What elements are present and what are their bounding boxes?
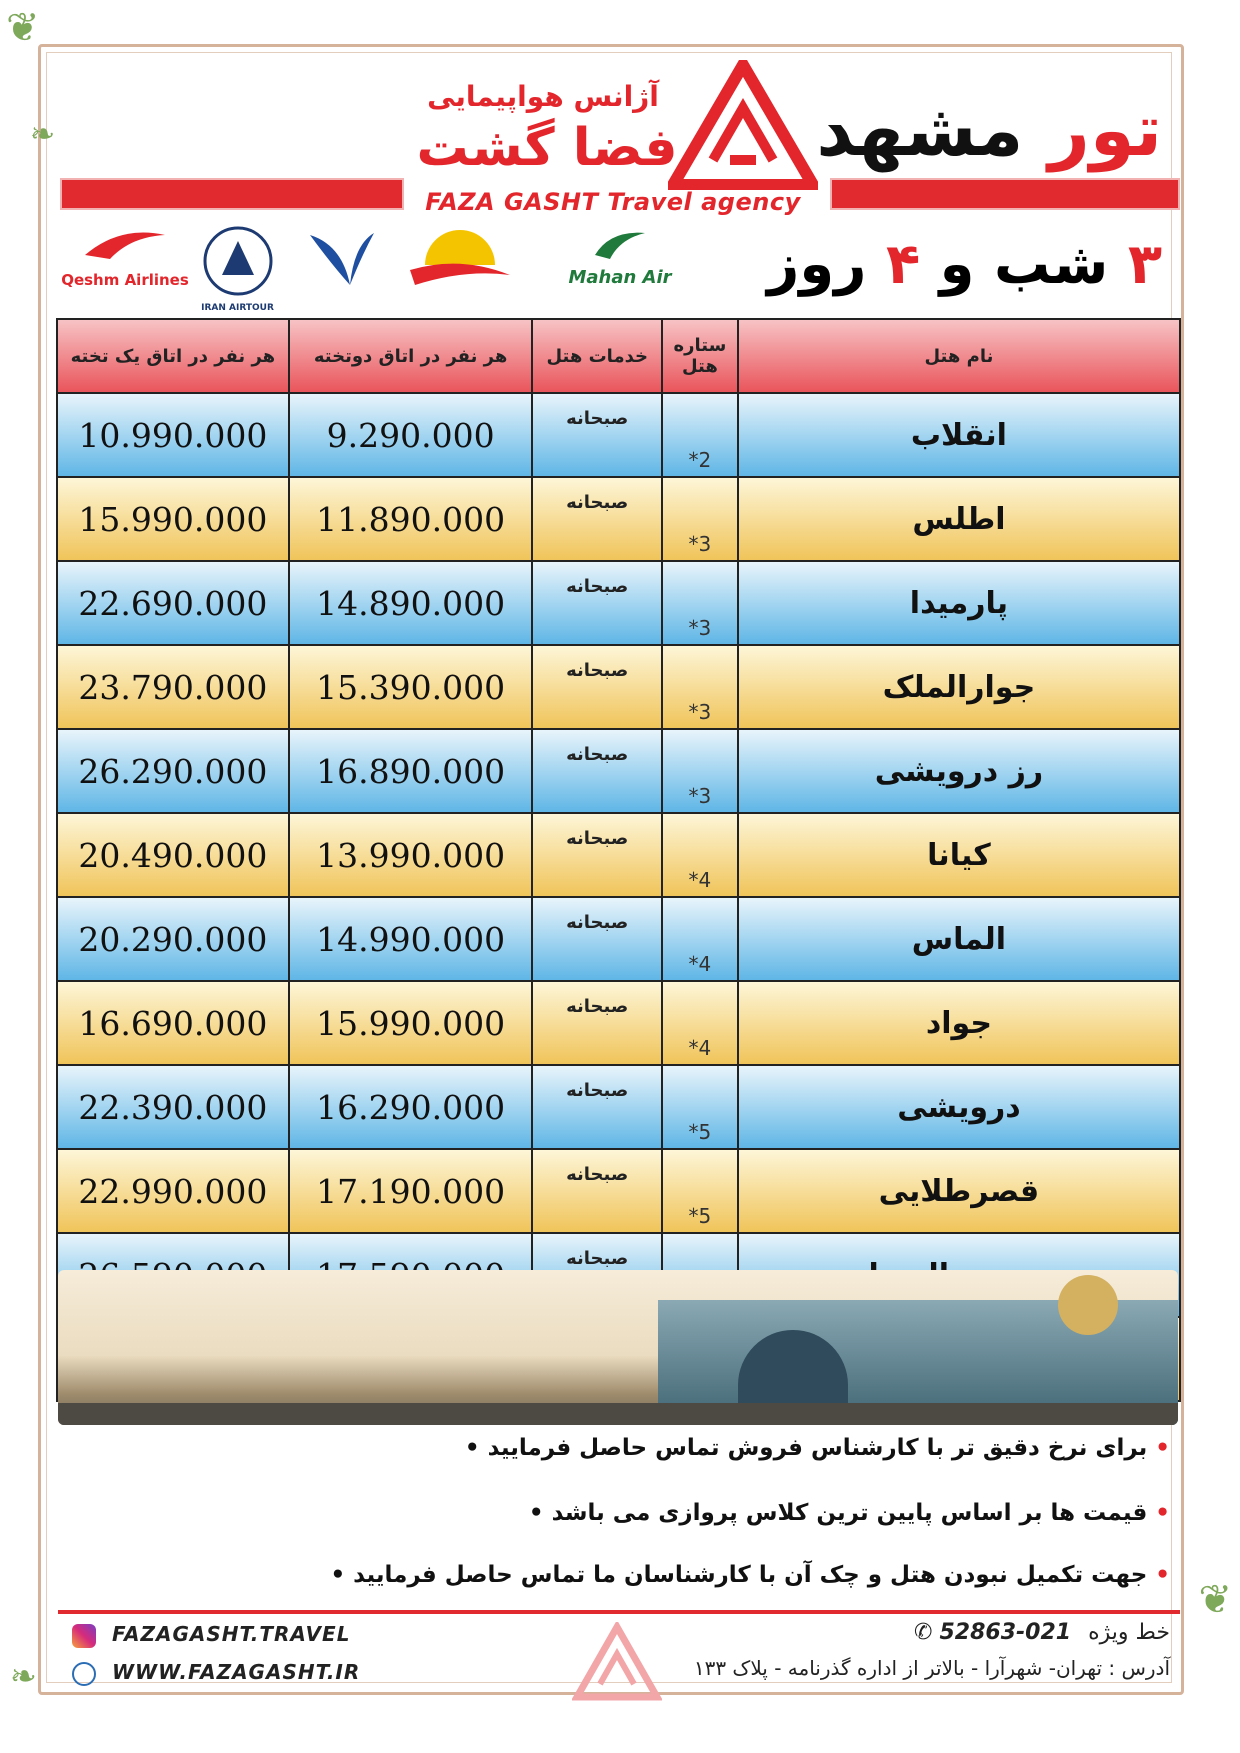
note-2: • قیمت ها بر اساس پایین ترین کلاس پروازی می باشد • [528, 1500, 1170, 1526]
airline-label-qeshm: Qeshm Airlines [61, 271, 189, 289]
agency-logo [418, 60, 818, 220]
airline-qeshm [60, 225, 190, 289]
double-room-price-cell: 14.890.000 [289, 561, 533, 645]
hotel-name-cell: انقلاب [738, 393, 1180, 477]
single-room-price-cell: 23.790.000 [57, 645, 289, 729]
instagram-handle[interactable] [72, 1622, 350, 1648]
hotel-services-cell: صبحانه [532, 477, 662, 561]
airline-mahan [540, 225, 700, 288]
hotel-name-cell: کیانا [738, 813, 1180, 897]
header-hotel-stars: ستاره هتل [662, 319, 738, 393]
footer-divider [58, 1610, 1180, 1614]
double-room-price-cell: 15.390.000 [289, 645, 533, 729]
header-double-room: هر نفر در اتاق دوتخته [289, 319, 533, 393]
sun-wing-icon [405, 225, 515, 291]
hotline-label: خط ویژه [1088, 1620, 1170, 1645]
duration-nights-word: شب و [939, 232, 1109, 297]
hotline [914, 1620, 1170, 1645]
hotel-services-cell: صبحانه [532, 729, 662, 813]
double-room-price-cell: 11.890.000 [289, 477, 533, 561]
hotel-name-cell: پارمیدا [738, 561, 1180, 645]
hotel-stars-cell: 4* [662, 981, 738, 1065]
shrine-photo [58, 1270, 1178, 1425]
table-row [57, 981, 1180, 1065]
hotel-price-table [56, 318, 1181, 1402]
tour-duration [767, 232, 1162, 297]
hotel-name-cell: رز درویشی [738, 729, 1180, 813]
table-row [57, 1065, 1180, 1149]
single-room-price-cell: 20.290.000 [57, 897, 289, 981]
hotel-name-cell: اطلس [738, 477, 1180, 561]
homa-bird-icon [302, 225, 378, 291]
note-3-text: جهت تکمیل نبودن هتل و چک آن با کارشناسان ما تماس حاصل فرمایید [353, 1562, 1148, 1588]
note-1: • برای نرخ دقیق تر با کارشناس فروش تماس حاصل فرمایید • [464, 1435, 1170, 1461]
hotel-services-cell: صبحانه [532, 1149, 662, 1233]
header-hotel-name: نام هتل [738, 319, 1180, 393]
double-room-price-cell: 9.290.000 [289, 393, 533, 477]
single-room-price-cell: 22.690.000 [57, 561, 289, 645]
airline-iran-airtour [200, 225, 275, 313]
single-room-price-cell: 22.390.000 [57, 1065, 289, 1149]
hotel-services-cell: صبحانه [532, 1233, 662, 1317]
hotel-name-cell: درویشی [738, 1065, 1180, 1149]
airline-label-mahan: Mahan Air [568, 267, 672, 288]
hotel-stars-cell: 4* [662, 897, 738, 981]
single-room-price-cell: 16.690.000 [57, 981, 289, 1065]
hotel-name-cell: جوارالملک [738, 645, 1180, 729]
hotel-stars-cell: 3* [662, 729, 738, 813]
table-header-row [57, 319, 1180, 393]
hotel-services-cell: صبحانه [532, 393, 662, 477]
website-text: WWW.FAZAGASHT.IR [111, 1660, 361, 1684]
hotel-stars-cell: 3* [662, 645, 738, 729]
header-hotel-services: خدمات هتل [532, 319, 662, 393]
hotel-services-cell: صبحانه [532, 561, 662, 645]
double-room-price-cell: 16.290.000 [289, 1065, 533, 1149]
hotline-number[interactable]: 021-52863 [939, 1620, 1072, 1645]
footer-logo-icon [572, 1622, 662, 1702]
hotel-stars-cell: 3* [662, 477, 738, 561]
agency-english-name: FAZA GASHT Travel agency [425, 188, 801, 216]
single-room-price-cell: 26.290.000 [57, 729, 289, 813]
address: آدرس : تهران- شهرآرا - بالاتر از اداره گذرنامه - پلاک ۱۳۳ [693, 1656, 1170, 1680]
hotel-stars-cell: 4* [662, 813, 738, 897]
table-row [57, 1149, 1180, 1233]
title-word-tour: تور [1048, 88, 1162, 172]
single-room-price-cell: 15.990.000 [57, 477, 289, 561]
hotel-stars-cell: 5* [662, 1065, 738, 1149]
table-row [57, 813, 1180, 897]
title-word-city: مشهد [816, 88, 1024, 172]
duration-nights: ۳ [1127, 232, 1162, 297]
agency-name: فضا گشت [416, 118, 678, 178]
double-room-price-cell: 17.190.000 [289, 1149, 533, 1233]
double-room-price-cell: 13.990.000 [289, 813, 533, 897]
qeshm-airlines-icon [80, 225, 170, 265]
single-room-price-cell: 22.990.000 [57, 1149, 289, 1233]
single-room-price-cell: 10.990.000 [57, 393, 289, 477]
hotel-stars-cell: 2* [662, 393, 738, 477]
hotel-stars-cell: 3* [662, 561, 738, 645]
vine-decoration-left: ❧ [30, 117, 56, 152]
mahan-air-icon [590, 225, 650, 265]
hotel-services-cell: صبحانه [532, 981, 662, 1065]
single-room-price-cell: 20.490.000 [57, 813, 289, 897]
iran-airtour-icon [202, 225, 274, 297]
vine-decoration-top-left: ❦ [6, 5, 40, 51]
vine-decoration-bottom-right: ❦ [1198, 1577, 1232, 1623]
shrine-courtyard [58, 1403, 1178, 1425]
phone-icon: ✆ [914, 1620, 933, 1645]
note-1-text: برای نرخ دقیق تر با کارشناس فروش تماس حاصل فرمایید [487, 1435, 1148, 1461]
hotel-name-cell: الماس [738, 897, 1180, 981]
table-row [57, 897, 1180, 981]
duration-days: ۴ [885, 232, 921, 297]
duration-days-word: روز [767, 232, 867, 297]
hotel-name-cell: قصرطلایی [738, 1149, 1180, 1233]
page-title [816, 88, 1162, 172]
instagram-text: FAZAGASHT.TRAVEL [111, 1622, 351, 1646]
double-room-price-cell: 15.990.000 [289, 981, 533, 1065]
hotel-stars-cell: 5* [662, 1149, 738, 1233]
table-row [57, 561, 1180, 645]
agency-triangle-icon [668, 60, 818, 190]
airline-label-iran-airtour: IRAN AIRTOUR [201, 303, 274, 313]
table-row [57, 477, 1180, 561]
airline-iran-air [300, 225, 380, 295]
website-link[interactable] [72, 1660, 360, 1686]
table-row [57, 729, 1180, 813]
hotel-services-cell: صبحانه [532, 897, 662, 981]
table-row [57, 645, 1180, 729]
hotel-services-cell: صبحانه [532, 1065, 662, 1149]
table-row [57, 393, 1180, 477]
instagram-icon [72, 1624, 96, 1648]
globe-icon [72, 1662, 96, 1686]
vine-decoration-bottom-left: ❧ [10, 1657, 37, 1695]
double-room-price-cell: 14.990.000 [289, 897, 533, 981]
header-red-bar-left [60, 178, 404, 210]
hotel-services-cell: صبحانه [532, 645, 662, 729]
header-single-room: هر نفر در اتاق یک تخته [57, 319, 289, 393]
header-red-bar-right [830, 178, 1180, 210]
agency-prefix: آژانس هواپیمایی [427, 80, 659, 113]
note-2-text: قیمت ها بر اساس پایین ترین کلاس پروازی می باشد [551, 1500, 1148, 1526]
shrine-golden-dome [1058, 1275, 1118, 1335]
note-3: • جهت تکمیل نبودن هتل و چک آن با کارشناسان ما تماس حاصل فرمایید • [330, 1562, 1170, 1588]
hotel-name-cell: جواد [738, 981, 1180, 1065]
double-room-price-cell: 16.890.000 [289, 729, 533, 813]
hotel-services-cell: صبحانه [532, 813, 662, 897]
airline-ata [405, 225, 515, 295]
